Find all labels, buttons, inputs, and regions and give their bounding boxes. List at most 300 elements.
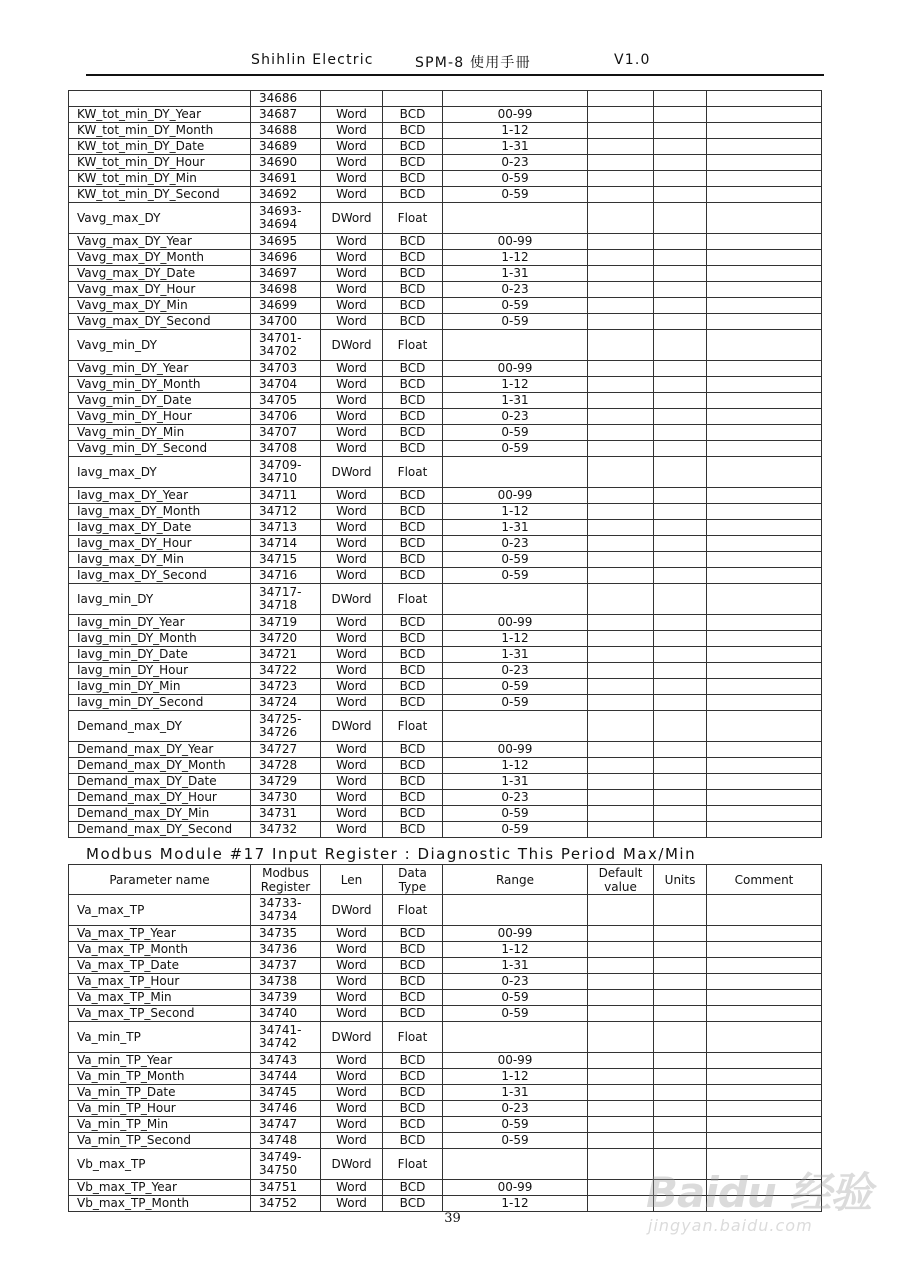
comment-cell [707, 1101, 822, 1117]
default-value-cell [588, 926, 654, 942]
default-value-cell [588, 520, 654, 536]
register-cell: 34698 [251, 282, 321, 298]
data-type-cell: BCD [383, 615, 443, 631]
range-cell: 00-99 [443, 361, 588, 377]
register-cell: 34714 [251, 536, 321, 552]
units-cell [654, 647, 707, 663]
data-type-cell: BCD [383, 361, 443, 377]
data-type-cell: BCD [383, 774, 443, 790]
units-cell [654, 1180, 707, 1196]
default-value-cell [588, 758, 654, 774]
table-row [69, 647, 822, 663]
units-cell [654, 1133, 707, 1149]
register-cell: 34686 [251, 91, 321, 107]
register-cell: 34730 [251, 790, 321, 806]
range-cell: 0-59 [443, 806, 588, 822]
len-cell: Word [321, 806, 383, 822]
range-cell: 0-23 [443, 1101, 588, 1117]
range-cell: 0-23 [443, 155, 588, 171]
len-cell: DWord [321, 203, 383, 234]
param-name-cell: KW_tot_min_DY_Date [69, 139, 251, 155]
param-name-cell: Vavg_min_DY_Date [69, 393, 251, 409]
range-cell: 0-59 [443, 425, 588, 441]
register-cell: 34733- 34734 [251, 895, 321, 926]
range-cell: 0-59 [443, 990, 588, 1006]
register-cell: 34727 [251, 742, 321, 758]
register-cell: 34744 [251, 1069, 321, 1085]
range-cell: 0-23 [443, 536, 588, 552]
comment-cell [707, 1149, 822, 1180]
register-cell: 34739 [251, 990, 321, 1006]
default-value-cell [588, 679, 654, 695]
default-value-cell [588, 361, 654, 377]
data-type-cell: BCD [383, 942, 443, 958]
register-cell: 34723 [251, 679, 321, 695]
range-cell [443, 711, 588, 742]
data-type-cell: BCD [383, 488, 443, 504]
comment-cell [707, 107, 822, 123]
data-type-cell: BCD [383, 1101, 443, 1117]
comment-cell [707, 615, 822, 631]
param-name-cell: Vavg_max_DY_Hour [69, 282, 251, 298]
len-cell: Word [321, 171, 383, 187]
register-cell: 34724 [251, 695, 321, 711]
header-modbus-register: Modbus Register [251, 865, 321, 895]
comment-cell [707, 822, 822, 838]
len-cell: Word [321, 615, 383, 631]
register-cell: 34741- 34742 [251, 1022, 321, 1053]
data-type-cell: BCD [383, 974, 443, 990]
len-cell: Word [321, 314, 383, 330]
comment-cell [707, 974, 822, 990]
data-type-cell: BCD [383, 107, 443, 123]
param-name-cell: Va_max_TP_Date [69, 958, 251, 974]
len-cell: Word [321, 488, 383, 504]
data-type-cell: BCD [383, 409, 443, 425]
default-value-cell [588, 203, 654, 234]
table-row [69, 758, 822, 774]
units-cell [654, 568, 707, 584]
comment-cell [707, 282, 822, 298]
len-cell: Word [321, 822, 383, 838]
param-name-cell: KW_tot_min_DY_Year [69, 107, 251, 123]
register-cell: 34717- 34718 [251, 584, 321, 615]
register-cell: 34736 [251, 942, 321, 958]
param-name-cell: Va_min_TP_Min [69, 1117, 251, 1133]
data-type-cell: BCD [383, 536, 443, 552]
len-cell: Word [321, 774, 383, 790]
units-cell [654, 584, 707, 615]
comment-cell [707, 155, 822, 171]
data-type-cell: BCD [383, 377, 443, 393]
table-row [69, 504, 822, 520]
param-name-cell: Iavg_max_DY_Min [69, 552, 251, 568]
units-cell [654, 1117, 707, 1133]
table-row [69, 123, 822, 139]
units-cell [654, 663, 707, 679]
table-row [69, 974, 822, 990]
param-name-cell: Va_min_TP [69, 1022, 251, 1053]
data-type-cell: BCD [383, 155, 443, 171]
table-row [69, 536, 822, 552]
range-cell: 1-31 [443, 958, 588, 974]
units-cell [654, 990, 707, 1006]
data-type-cell: BCD [383, 568, 443, 584]
len-cell: DWord [321, 1149, 383, 1180]
default-value-cell [588, 631, 654, 647]
data-type-cell: BCD [383, 234, 443, 250]
table-row [69, 520, 822, 536]
data-type-cell: Float [383, 1149, 443, 1180]
header-model: SPM-8 使用手冊 [415, 55, 531, 71]
range-cell: 0-59 [443, 1006, 588, 1022]
len-cell: Word [321, 974, 383, 990]
units-cell [654, 1069, 707, 1085]
table-row [69, 234, 822, 250]
register-cell: 34737 [251, 958, 321, 974]
param-name-cell: Iavg_max_DY_Month [69, 504, 251, 520]
data-type-cell: BCD [383, 1085, 443, 1101]
len-cell: Word [321, 647, 383, 663]
comment-cell [707, 203, 822, 234]
table-row [69, 1069, 822, 1085]
register-cell: 34747 [251, 1117, 321, 1133]
range-cell: 00-99 [443, 234, 588, 250]
units-cell [654, 974, 707, 990]
table-row [69, 742, 822, 758]
data-type-cell: BCD [383, 393, 443, 409]
units-cell [654, 282, 707, 298]
comment-cell [707, 488, 822, 504]
table-row [69, 711, 822, 742]
comment-cell [707, 457, 822, 488]
table-row [69, 393, 822, 409]
default-value-cell [588, 822, 654, 838]
register-cell: 34690 [251, 155, 321, 171]
default-value-cell [588, 1196, 654, 1212]
default-value-cell [588, 1022, 654, 1053]
range-cell: 0-23 [443, 409, 588, 425]
units-cell [654, 457, 707, 488]
len-cell: Word [321, 1117, 383, 1133]
range-cell [443, 584, 588, 615]
len-cell: Word [321, 409, 383, 425]
param-name-cell: Iavg_min_DY [69, 584, 251, 615]
table-row [69, 695, 822, 711]
param-name-cell: Demand_max_DY_Hour [69, 790, 251, 806]
param-name-cell: Vavg_max_DY_Month [69, 250, 251, 266]
comment-cell [707, 377, 822, 393]
data-type-cell: Float [383, 1022, 443, 1053]
data-type-cell: BCD [383, 742, 443, 758]
data-type-cell: Float [383, 330, 443, 361]
data-type-cell: BCD [383, 266, 443, 282]
len-cell: Word [321, 679, 383, 695]
register-cell: 34749- 34750 [251, 1149, 321, 1180]
comment-cell [707, 504, 822, 520]
units-cell [654, 958, 707, 974]
table-row [69, 187, 822, 203]
param-name-cell: Demand_max_DY_Year [69, 742, 251, 758]
register-cell: 34704 [251, 377, 321, 393]
data-type-cell: BCD [383, 298, 443, 314]
comment-cell [707, 1085, 822, 1101]
default-value-cell [588, 990, 654, 1006]
len-cell: Word [321, 1180, 383, 1196]
param-name-cell: Vavg_min_DY_Second [69, 441, 251, 457]
param-name-cell: Vb_max_TP [69, 1149, 251, 1180]
comment-cell [707, 1022, 822, 1053]
len-cell: Word [321, 631, 383, 647]
table-row [69, 990, 822, 1006]
table-row [69, 615, 822, 631]
data-type-cell: BCD [383, 758, 443, 774]
register-cell: 34703 [251, 361, 321, 377]
param-name-cell: Iavg_max_DY_Year [69, 488, 251, 504]
data-type-cell: BCD [383, 1006, 443, 1022]
header-units: Units [654, 865, 707, 895]
units-cell [654, 409, 707, 425]
table-row [69, 1133, 822, 1149]
param-name-cell: Va_max_TP [69, 895, 251, 926]
register-cell: 34729 [251, 774, 321, 790]
range-cell: 1-12 [443, 1196, 588, 1212]
data-type-cell: BCD [383, 282, 443, 298]
table-row [69, 568, 822, 584]
table-row [69, 171, 822, 187]
param-name-cell: Va_min_TP_Date [69, 1085, 251, 1101]
table-header-row [69, 865, 822, 895]
register-cell: 34712 [251, 504, 321, 520]
units-cell [654, 377, 707, 393]
range-cell: 0-59 [443, 1133, 588, 1149]
register-cell: 34732 [251, 822, 321, 838]
units-cell [654, 187, 707, 203]
data-type-cell: BCD [383, 139, 443, 155]
range-cell: 0-59 [443, 171, 588, 187]
default-value-cell [588, 1069, 654, 1085]
len-cell: Word [321, 1085, 383, 1101]
units-cell [654, 806, 707, 822]
table-row [69, 942, 822, 958]
comment-cell [707, 1133, 822, 1149]
register-cell: 34721 [251, 647, 321, 663]
range-cell: 1-12 [443, 377, 588, 393]
param-name-cell: Iavg_min_DY_Second [69, 695, 251, 711]
param-name-cell: Vavg_min_DY_Year [69, 361, 251, 377]
header-divider [86, 74, 824, 76]
units-cell [654, 1053, 707, 1069]
comment-cell [707, 584, 822, 615]
table-row [69, 155, 822, 171]
default-value-cell [588, 282, 654, 298]
data-type-cell: BCD [383, 790, 443, 806]
default-value-cell [588, 615, 654, 631]
len-cell: Word [321, 790, 383, 806]
default-value-cell [588, 584, 654, 615]
comment-cell [707, 330, 822, 361]
register-cell: 34713 [251, 520, 321, 536]
default-value-cell [588, 711, 654, 742]
range-cell [443, 457, 588, 488]
units-cell [654, 361, 707, 377]
range-cell: 1-12 [443, 1069, 588, 1085]
table-row [69, 203, 822, 234]
units-cell [654, 774, 707, 790]
param-name-cell: Va_max_TP_Month [69, 942, 251, 958]
data-type-cell: BCD [383, 1053, 443, 1069]
default-value-cell [588, 91, 654, 107]
register-cell: 34695 [251, 234, 321, 250]
register-cell: 34746 [251, 1101, 321, 1117]
page-number: 39 [444, 1211, 461, 1226]
data-type-cell: BCD [383, 520, 443, 536]
len-cell: Word [321, 123, 383, 139]
range-cell [443, 330, 588, 361]
default-value-cell [588, 457, 654, 488]
register-cell: 34711 [251, 488, 321, 504]
table-row [69, 298, 822, 314]
range-cell [443, 1149, 588, 1180]
register-cell: 34725- 34726 [251, 711, 321, 742]
register-cell: 34708 [251, 441, 321, 457]
range-cell: 1-31 [443, 393, 588, 409]
range-cell: 00-99 [443, 1053, 588, 1069]
data-type-cell: BCD [383, 441, 443, 457]
comment-cell [707, 942, 822, 958]
comment-cell [707, 1006, 822, 1022]
range-cell: 0-23 [443, 790, 588, 806]
len-cell: Word [321, 266, 383, 282]
header-version: V1.0 [614, 52, 651, 68]
data-type-cell: BCD [383, 123, 443, 139]
range-cell: 0-23 [443, 282, 588, 298]
default-value-cell [588, 552, 654, 568]
param-name-cell: Iavg_min_DY_Month [69, 631, 251, 647]
comment-cell [707, 187, 822, 203]
data-type-cell: Float [383, 584, 443, 615]
default-value-cell [588, 1180, 654, 1196]
register-cell: 34692 [251, 187, 321, 203]
comment-cell [707, 266, 822, 282]
table-row [69, 91, 822, 107]
default-value-cell [588, 441, 654, 457]
units-cell [654, 298, 707, 314]
register-cell: 34720 [251, 631, 321, 647]
units-cell [654, 1006, 707, 1022]
param-name-cell: Iavg_min_DY_Hour [69, 663, 251, 679]
units-cell [654, 266, 707, 282]
table-row [69, 1022, 822, 1053]
default-value-cell [588, 1006, 654, 1022]
comment-cell [707, 926, 822, 942]
header-data-type: Data Type [383, 865, 443, 895]
units-cell [654, 504, 707, 520]
register-cell: 34745 [251, 1085, 321, 1101]
table-row [69, 425, 822, 441]
data-type-cell: BCD [383, 958, 443, 974]
range-cell: 1-12 [443, 250, 588, 266]
default-value-cell [588, 488, 654, 504]
range-cell: 0-59 [443, 568, 588, 584]
units-cell [654, 155, 707, 171]
table-row [69, 107, 822, 123]
data-type-cell: BCD [383, 663, 443, 679]
table-row [69, 552, 822, 568]
param-name-cell: Va_min_TP_Year [69, 1053, 251, 1069]
register-cell: 34699 [251, 298, 321, 314]
comment-cell [707, 679, 822, 695]
data-type-cell: BCD [383, 1196, 443, 1212]
len-cell: Word [321, 1069, 383, 1085]
range-cell: 0-23 [443, 663, 588, 679]
header-parameter-name: Parameter name [69, 865, 251, 895]
units-cell [654, 123, 707, 139]
data-type-cell: BCD [383, 1069, 443, 1085]
register-table-module-17 [68, 864, 822, 1212]
table-row [69, 926, 822, 942]
comment-cell [707, 742, 822, 758]
units-cell [654, 742, 707, 758]
comment-cell [707, 568, 822, 584]
len-cell: DWord [321, 711, 383, 742]
units-cell [654, 822, 707, 838]
param-name-cell: Demand_max_DY_Second [69, 822, 251, 838]
range-cell: 1-31 [443, 266, 588, 282]
comment-cell [707, 647, 822, 663]
units-cell [654, 171, 707, 187]
units-cell [654, 536, 707, 552]
data-type-cell: BCD [383, 990, 443, 1006]
len-cell: Word [321, 393, 383, 409]
default-value-cell [588, 123, 654, 139]
range-cell: 1-12 [443, 123, 588, 139]
page-header [0, 52, 905, 74]
units-cell [654, 615, 707, 631]
default-value-cell [588, 663, 654, 679]
len-cell: Word [321, 361, 383, 377]
range-cell: 1-31 [443, 647, 588, 663]
data-type-cell: Float [383, 711, 443, 742]
default-value-cell [588, 155, 654, 171]
param-name-cell: Vavg_min_DY_Hour [69, 409, 251, 425]
table-row [69, 377, 822, 393]
register-cell: 34728 [251, 758, 321, 774]
len-cell: DWord [321, 457, 383, 488]
comment-cell [707, 663, 822, 679]
param-name-cell: Va_min_TP_Hour [69, 1101, 251, 1117]
range-cell: 1-31 [443, 774, 588, 790]
param-name-cell [69, 91, 251, 107]
default-value-cell [588, 974, 654, 990]
register-cell: 34748 [251, 1133, 321, 1149]
default-value-cell [588, 107, 654, 123]
param-name-cell: Demand_max_DY_Date [69, 774, 251, 790]
register-cell: 34738 [251, 974, 321, 990]
range-cell: 00-99 [443, 615, 588, 631]
table-row [69, 250, 822, 266]
data-type-cell: BCD [383, 425, 443, 441]
register-cell: 34707 [251, 425, 321, 441]
default-value-cell [588, 504, 654, 520]
table-row [69, 958, 822, 974]
param-name-cell: Vavg_min_DY_Min [69, 425, 251, 441]
len-cell: Word [321, 377, 383, 393]
units-cell [654, 91, 707, 107]
comment-cell [707, 520, 822, 536]
table-row [69, 282, 822, 298]
units-cell [654, 330, 707, 361]
